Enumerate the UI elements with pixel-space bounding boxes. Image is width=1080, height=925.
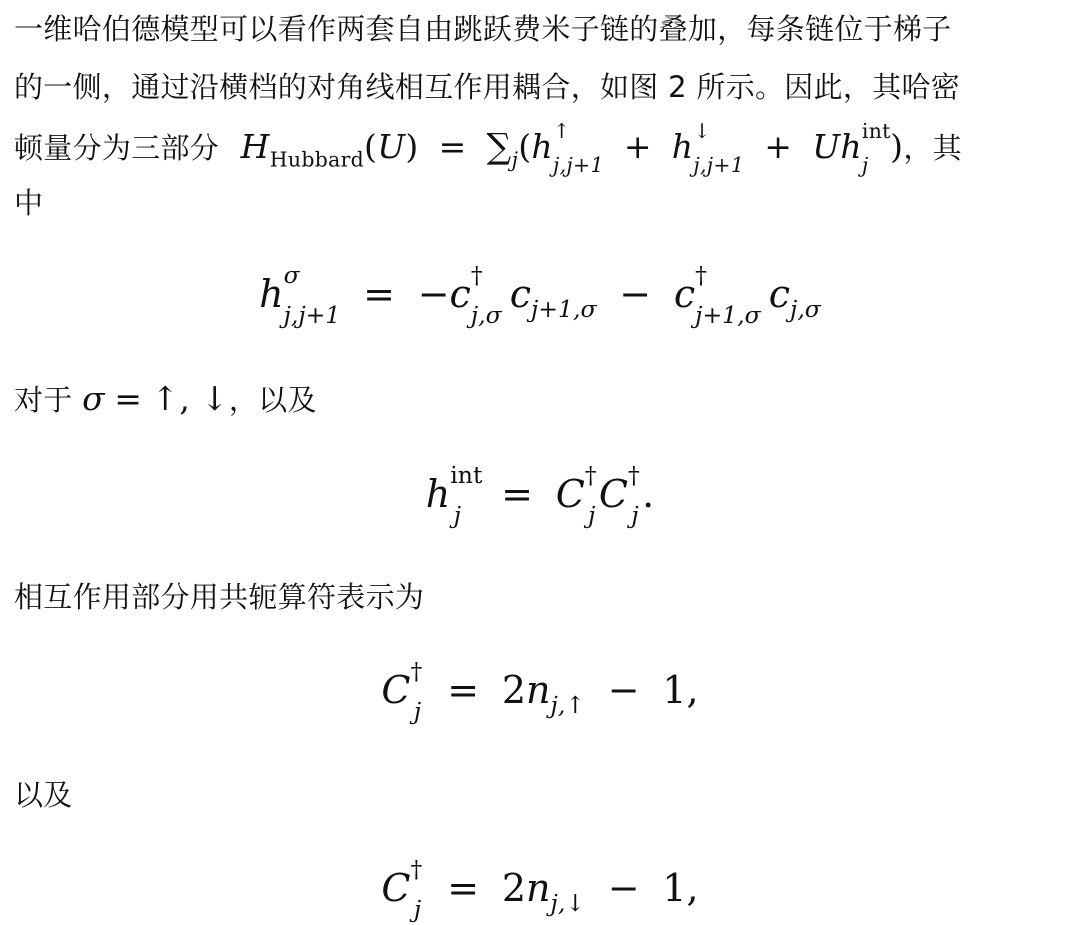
- math-script-stack: [410, 855, 424, 924]
- paragraph-sigma-line: [14, 370, 1070, 429]
- math-subscript: j+1,σ: [695, 301, 761, 330]
- paragraph-and-line: 以及: [14, 778, 73, 812]
- math-subscript: j,↑: [550, 690, 586, 719]
- math-subscript: j: [861, 153, 869, 178]
- math-subscript: j,σ: [470, 301, 502, 330]
- math-symbol: ↑, ↓: [151, 379, 229, 418]
- math-symbol: C: [555, 472, 585, 516]
- paragraph-text: 顿量分为三部分: [14, 131, 220, 165]
- math-paren: ): [405, 127, 419, 166]
- math-punctuation: .: [642, 472, 655, 516]
- math-subscript: Hubbard: [269, 147, 365, 172]
- math-script-stack: [695, 261, 761, 330]
- math-symbol: c: [768, 272, 791, 316]
- interaction-equation: [0, 461, 1080, 530]
- math-symbol: c: [449, 272, 471, 316]
- math-superscript: σ: [283, 261, 300, 290]
- hopping-equation: [0, 261, 1080, 330]
- math-subscript: j,σ: [790, 294, 821, 323]
- math-operator: =: [114, 379, 143, 418]
- math-script-stack: [584, 461, 599, 530]
- math-superscript: †: [584, 461, 597, 490]
- math-symbol: h: [840, 127, 862, 166]
- paragraph-conjugate-line: 相互作用部分用共轭算符表示为: [14, 580, 425, 614]
- math-symbol: n: [526, 668, 551, 712]
- math-symbol: U: [377, 127, 406, 166]
- sigma-inline-formula: [82, 379, 229, 418]
- math-subscript: j: [631, 501, 639, 530]
- math-operator: −: [619, 272, 652, 316]
- math-superscript: †: [410, 657, 423, 686]
- math-script-stack: [693, 118, 745, 178]
- math-number: 1: [662, 668, 687, 712]
- math-symbol: σ: [82, 379, 105, 418]
- math-operator: +: [623, 127, 652, 166]
- hamiltonian-inline-formula: [240, 118, 904, 178]
- math-paren: (: [364, 127, 378, 166]
- math-symbol: n: [526, 866, 551, 910]
- paragraph-text: 对于: [14, 383, 73, 417]
- math-operator: −: [607, 668, 640, 712]
- conjugate-up-equation: [0, 657, 1080, 726]
- math-script-stack: [410, 657, 424, 726]
- math-symbol: C: [598, 472, 628, 516]
- math-number: 2: [501, 866, 527, 910]
- math-operator: =: [447, 668, 480, 712]
- math-symbol: U: [812, 127, 841, 166]
- paragraph-line-4: 中: [14, 186, 44, 220]
- math-superscript: †: [470, 261, 483, 290]
- math-script-stack: [552, 118, 604, 178]
- math-punctuation: ,: [686, 668, 699, 712]
- math-script-stack: [450, 461, 483, 530]
- math-subscript: j+1,σ: [530, 294, 597, 323]
- math-symbol: h: [671, 127, 694, 166]
- math-script-stack: [627, 461, 642, 530]
- conjugate-down-equation: [0, 855, 1080, 924]
- math-script-stack: [470, 261, 502, 330]
- math-subscript: j,j+1: [283, 301, 341, 330]
- math-operator: =: [501, 472, 533, 516]
- paragraph-text: ，以及: [228, 383, 317, 417]
- math-operator: −: [607, 866, 640, 910]
- math-symbol: h: [259, 272, 284, 316]
- math-superscript: ↑: [552, 118, 571, 143]
- math-symbol: C: [381, 866, 411, 910]
- math-sum: ∑: [486, 127, 512, 167]
- math-paren: (: [518, 127, 532, 166]
- math-superscript: †: [410, 855, 423, 884]
- math-symbol: c: [509, 272, 531, 316]
- math-symbol: h: [425, 472, 451, 516]
- math-paren: ): [890, 127, 904, 166]
- math-number: 1: [662, 866, 687, 910]
- math-operator: =: [438, 127, 467, 166]
- math-symbol: C: [381, 668, 411, 712]
- math-script-stack: [283, 261, 341, 330]
- math-superscript: ↓: [693, 118, 711, 143]
- math-superscript: int: [450, 461, 483, 490]
- math-subscript: j: [511, 147, 519, 172]
- math-symbol: c: [673, 272, 696, 316]
- math-subscript: j,↓: [550, 888, 586, 917]
- math-number: 2: [501, 668, 527, 712]
- math-subscript: j: [413, 697, 422, 726]
- math-operator: =: [363, 272, 395, 316]
- math-subscript: j,j+1: [693, 153, 745, 178]
- math-subscript: j,j+1: [552, 153, 604, 178]
- math-operator: =: [447, 866, 480, 910]
- math-symbol: h: [531, 127, 553, 166]
- math-superscript: †: [627, 461, 640, 490]
- math-subscript: j: [413, 895, 422, 924]
- math-superscript: int: [861, 118, 891, 143]
- paragraph-line-3: [14, 118, 1070, 177]
- math-subscript: j: [453, 501, 461, 530]
- math-symbol: H: [240, 127, 270, 166]
- math-script-stack: [861, 118, 891, 178]
- math-operator: +: [764, 127, 793, 166]
- math-punctuation: ,: [686, 866, 699, 910]
- math-superscript: †: [695, 261, 707, 290]
- math-subscript: j: [588, 501, 596, 530]
- paragraph-line-1: 一维哈伯德模型可以看作两套自由跳跃费米子链的叠加，每条链位于梯子: [14, 12, 952, 46]
- math-operator: −: [417, 272, 450, 316]
- paragraph-line-2: 的一侧，通过沿横档的对角线相互作用耦合，如图 2 所示。因此，其哈密: [14, 70, 961, 104]
- paragraph-text: ，其: [903, 131, 962, 165]
